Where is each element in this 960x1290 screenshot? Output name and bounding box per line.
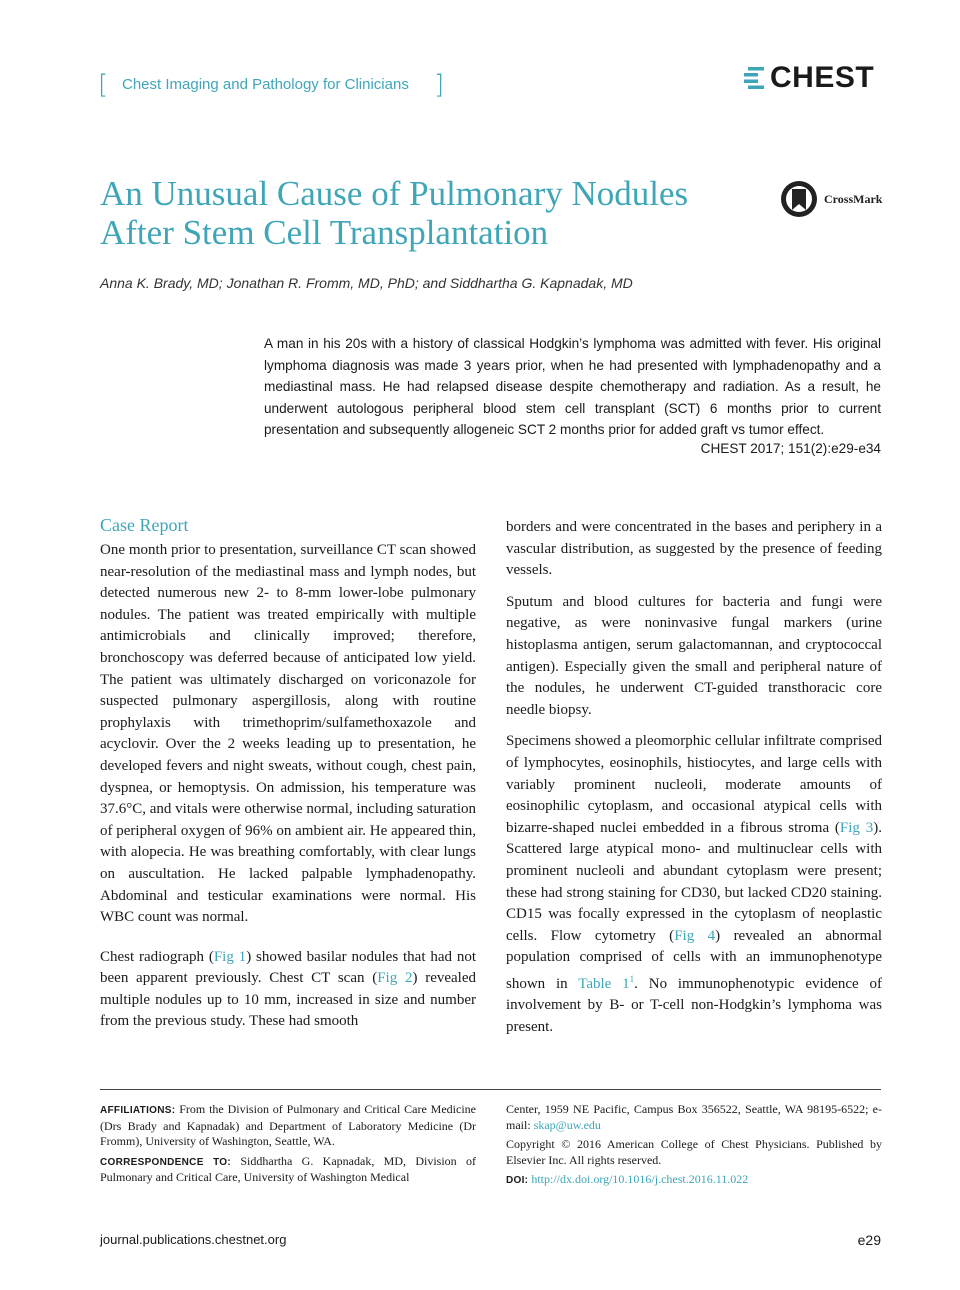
footnote-left [100, 1102, 476, 1190]
section-heading-case-report: Case Report [100, 515, 189, 535]
address-text: Center, 1959 NE Pacific, Campus Box 356522, Seattle, WA 98195-6522; e-mail: [506, 1102, 882, 1132]
paragraph-5-text-d: . No immunophenotypic evidence of involvement by B- or T-cell non-Hodgkin’s lymphoma was present. [506, 975, 882, 1036]
fig-2-link[interactable]: Fig 2 [377, 970, 413, 987]
crossmark-icon [780, 180, 818, 218]
correspondence-text: Siddhartha G. Kapnadak, MD, Division of Pulmonary and Critical Care, University of Washington Medical [100, 1153, 476, 1184]
footnote-divider [100, 1089, 881, 1090]
chest-logo-text: CHEST [770, 61, 875, 94]
address [506, 1102, 882, 1133]
article-title [100, 174, 760, 252]
paragraph-2-text-c: ) revealed multiple nodules up to 10 mm, increased in size and number from the previous study. These had smooth [100, 970, 476, 1030]
paragraph-2-text-b: ) showed basilar nodules that had not been apparent previously. Chest CT scan ( [100, 948, 477, 987]
author-list: Anna K. Brady, MD; Jonathan R. Fromm, MD, PhD; and Siddhartha G. Kapnadak, MD [100, 275, 633, 291]
paragraph-2-text-a: Chest radiograph ( [100, 948, 214, 965]
paragraph-1: One month prior to presentation, surveillance CT scan showed near-resolution of the mediastinal mass and lymph nodes, but detected numerous new 2- to 8-mm lower-lobe pulmonary nodules. The patient was treated empirically with multiple antimicrobials and clinically improved; therefore, bronchoscopy was deferred because of anticipated low yield. The patient was ultimately discharged on voriconazole for suspected pulmonary aspergillosis, along with routine prophylaxis with trimethoprim/sulfamethoxazole and acyclovir. Over the 2 weeks leading up to presentation, he developed fevers and night sweats, without cough, chest pain, dyspnea, or hemoptysis. On admission, his temperature was 37.6°C, and vitals were otherwise normal, including saturation of peripheral oxygen of 96% on ambient air. He appeared thin, with alopecia. He was breathing comfortably, with clear lungs on auscultation. He lacked palpable lymphadenopathy. Abdominal and testicular examinations were normal. His WBC count was normal. [100, 542, 476, 926]
correspondence [100, 1154, 476, 1186]
affiliations-text: From the Division of Pulmonary and Critical Care Medicine (Drs Brady and Kapnadak) and Department of Laboratory Medicine (Dr Fromm), University of Washington, Seattle, WA. [100, 1102, 476, 1148]
paragraph-5-text-b: ). Scattered large atypical mono- and multinuclear cells with prominent nucleoli and abundant cytoplasm were present; these had strong staining for CD30, but lacked CD20 staining. CD15 was focally expressed in the cytoplasm of neoplastic cells. Flow cytometry ( [506, 819, 882, 944]
copyright: Copyright © 2016 American College of Chest Physicians. Published by Elsevier Inc. All rights reserved. [506, 1137, 882, 1167]
fig-3-link[interactable]: Fig 3 [839, 819, 874, 836]
section-bracket-close: ] [434, 70, 445, 100]
affiliations [100, 1102, 476, 1150]
journal-citation: CHEST 2017; 151(2):e29-e34 [700, 441, 881, 456]
title-line-1: An Unusual Cause of Pulmonary Nodules [100, 174, 689, 213]
doi [506, 1172, 882, 1189]
doi-link[interactable]: http://dx.doi.org/10.1016/j.chest.2016.11.022 [531, 1172, 749, 1186]
correspondence-label: CORRESPONDENCE TO: [100, 1156, 232, 1168]
paragraph-4: Sputum and blood cultures for bacteria and fungi were negative, as were noninvasive fungal markers (urine histoplasma antigen, serum galactomannan, and cryptococcal antigen). Especially given the small and peripheral nature of the nodules, he underwent CT-guided transthoracic core needle biopsy. [506, 593, 882, 718]
crossmark-label: CrossMark [824, 191, 883, 206]
doi-label: DOI: [506, 1175, 529, 1186]
fig-4-link[interactable]: Fig 4 [674, 927, 716, 944]
abstract: A man in his 20s with a history of classical Hodgkin’s lymphoma was admitted with fever. His original lymphoma diagnosis was made 3 years prior, when he had presented with lymphadenopathy and a mediastinal mass. He had relapsed disease despite chemotherapy and radiation. As a result, he underwent autologous peripheral blood stem cell transplant (SCT) 6 months prior to current presentation and subsequently allogeneic SCT 2 months prior for added graft vs tumor effect. [264, 336, 881, 438]
affiliations-label: AFFILIATIONS: [100, 1105, 176, 1116]
paragraph-2 [100, 947, 476, 1033]
paragraph-5-text-c: ) revealed an abnormal population comprised of cells with an immunophenotype shown in [506, 927, 883, 992]
fig-1-link[interactable]: Fig 1 [213, 948, 247, 965]
paragraph-3: borders and were concentrated in the bases and periphery in a vascular distribution, as suggested by the presence of feeding vessels. [506, 519, 882, 579]
footnote-right [506, 1102, 882, 1193]
table-1-link[interactable]: Table 1 [578, 975, 630, 992]
paragraph-5-text-a: Specimens showed a pleomorphic cellular infiltrate comprised of lymphocytes, eosinophils, histiocytes, and large cells with variably prominent nucleoli, moderate amounts of eosinophilic cytoplasm, and occasional atypical cells with bizarre-shaped nuclei embedded in a fibrous stroma ( [506, 733, 882, 836]
crossmark-badge[interactable] [780, 180, 882, 218]
section-bracket-open: [ [98, 70, 109, 100]
journal-url[interactable]: journal.publications.chestnet.org [100, 1232, 287, 1247]
left-column [100, 514, 476, 1043]
title-line-2: After Stem Cell Transplantation [100, 213, 549, 252]
chest-logo[interactable] [742, 62, 884, 94]
right-column [506, 517, 882, 1049]
reference-1-superscript[interactable]: 1 [629, 973, 635, 984]
section-label: Chest Imaging and Pathology for Clinicians [122, 76, 409, 93]
email-link[interactable]: skap@uw.edu [533, 1117, 601, 1132]
paragraph-5 [506, 731, 882, 1038]
page-number: e29 [857, 1232, 881, 1248]
chest-logo-icon [742, 65, 766, 91]
